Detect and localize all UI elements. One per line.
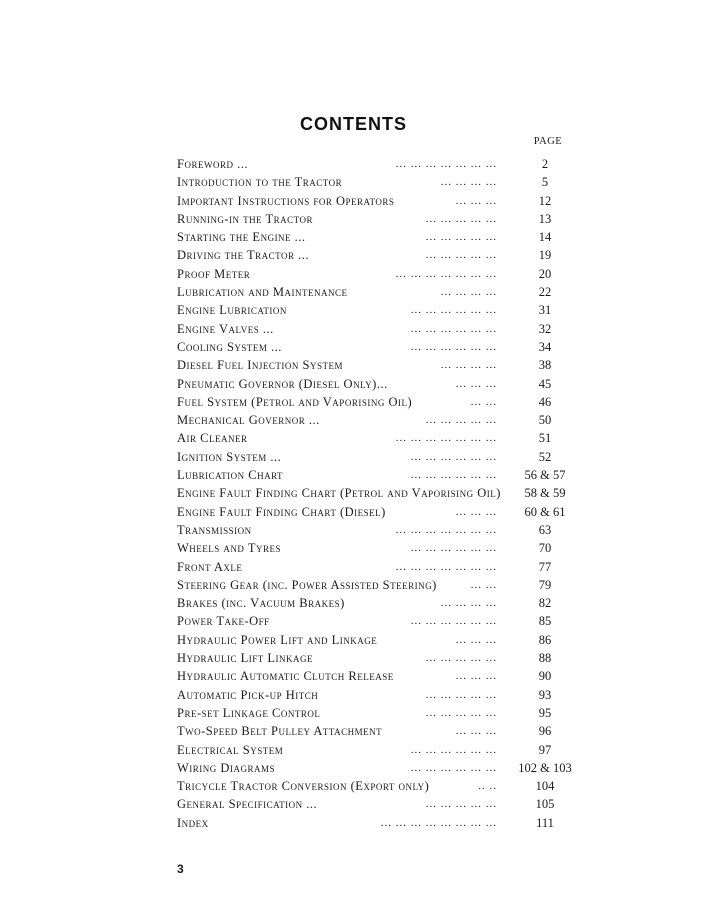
toc-leader-dots: ... ... ... ... ... ... (410, 304, 497, 317)
toc-leader-dots: ... ... ... ... ... ... (410, 615, 497, 628)
toc-entry-page: 12 (538, 193, 552, 208)
toc-entry-page: 79 (538, 577, 552, 592)
toc-leader-dots: ... ... ... ... (440, 359, 497, 372)
toc-entry-page: 96 (538, 724, 552, 739)
toc-entry-page: 90 (538, 669, 552, 684)
toc-entry-title: Lubrication and Maintenance (177, 285, 348, 300)
toc-entry (177, 301, 597, 319)
toc-entry-title: Proof Meter (177, 266, 251, 281)
toc-entry-page: 102 & 103 (518, 760, 572, 775)
toc-entry-title: Introduction to the Tractor (177, 175, 343, 190)
toc-entry-page: 88 (538, 651, 552, 666)
toc-entry (177, 484, 597, 502)
toc-entry-title: Foreword ... (177, 157, 248, 171)
toc-leader-dots: ... ... ... ... ... (425, 249, 497, 262)
toc-entry (177, 411, 597, 429)
toc-leader-dots: ... ... ... (455, 670, 497, 683)
toc-entry (177, 155, 597, 173)
toc-entry-title: Hydraulic Automatic Clutch Release (177, 669, 394, 684)
toc-entry-title: Index (177, 815, 209, 830)
toc-entry-title: Driving the Tractor ... (177, 248, 310, 263)
toc-leader-dots: ... ... ... ... ... (425, 688, 497, 701)
toc-entry-title: Diesel Fuel Injection System (177, 358, 343, 373)
toc-entry-page: 63 (538, 522, 552, 537)
toc-entry (177, 375, 597, 393)
toc-entry (177, 649, 597, 667)
toc-entry (177, 210, 597, 228)
toc-entry (177, 686, 597, 704)
toc-leader-dots: ... ... ... ... (440, 176, 497, 189)
toc-leader-dots: ... ... ... ... ... ... (410, 340, 497, 353)
toc-entry-page: 22 (538, 285, 552, 300)
toc-entry-title: Steering Gear (inc. Power Assisted Steering) (177, 577, 437, 592)
toc-entry-page: 97 (538, 742, 552, 757)
toc-leader-dots: ... ... ... (455, 377, 497, 390)
toc-entry (177, 429, 597, 447)
toc-leader-dots: ... ... ... ... ... (425, 652, 497, 665)
toc-entry-page: 105 (535, 797, 555, 812)
toc-leader-dots: ... ... (470, 395, 497, 408)
toc-entry-page: 20 (538, 266, 552, 281)
toc-entry-page: 82 (538, 596, 552, 611)
toc-entry-title: Engine Valves ... (177, 321, 274, 336)
toc-entry (177, 741, 597, 759)
toc-entry (177, 558, 597, 576)
toc-entry (177, 704, 597, 722)
toc-leader-dots: ... ... ... ... ... ... (410, 450, 497, 463)
toc-leader-dots: ... ... ... ... ... (425, 231, 497, 244)
toc-entry-page: 19 (538, 248, 552, 263)
toc-entry-page: 93 (538, 687, 552, 702)
toc-entry-title: Starting the Engine ... (177, 230, 306, 245)
toc-entry-title: Hydraulic Lift Linkage (177, 651, 314, 666)
toc-entry-page: 45 (538, 376, 552, 391)
toc-leader-dots: ... ... ... ... ... ... (410, 322, 497, 335)
toc-entry-title: Cooling System ... (177, 339, 282, 354)
toc-entry-page: 14 (538, 230, 552, 245)
toc-entry (177, 265, 597, 283)
toc-entry-title: Wiring Diagrams (177, 760, 275, 775)
toc-entry-page: 2 (541, 157, 549, 171)
toc-entry-title: Transmission (177, 522, 252, 537)
toc-entry-page: 60 & 61 (524, 504, 566, 519)
toc-entry-page: 13 (538, 211, 552, 226)
toc-entry (177, 539, 597, 557)
toc-leader-dots: ... ... ... ... ... ... ... (395, 158, 497, 170)
toc-entry (177, 320, 597, 338)
toc-entry-page: 31 (538, 303, 552, 318)
toc-entry-page: 58 & 59 (524, 486, 566, 501)
page-number: 3 (177, 862, 184, 876)
toc-entry-page: 95 (538, 705, 552, 720)
toc-entry-title: Fuel System (Petrol and Vaporising Oil) (177, 394, 413, 409)
toc-entry-title: Brakes (inc. Vacuum Brakes) (177, 596, 345, 611)
toc-entry (177, 466, 597, 484)
toc-leader-dots: ... ... ... ... ... ... ... (395, 432, 497, 445)
toc-entry-page: 5 (541, 175, 549, 190)
toc-entry-title: Tricycle Tractor Conversion (Export only) (177, 779, 430, 794)
toc-entry-title: Hydraulic Power Lift and Linkage (177, 632, 378, 647)
toc-entry (177, 448, 597, 466)
toc-leader-dots: ... ... ... (455, 633, 497, 646)
toc-entry-page: 34 (538, 339, 552, 354)
toc-entry-title: Two-Speed Belt Pulley Attachment (177, 724, 383, 739)
toc-entry (177, 576, 597, 594)
toc-entry-page: 46 (538, 394, 552, 409)
toc-entry (177, 228, 597, 246)
toc-entry-title: Running-in the Tractor (177, 211, 313, 226)
toc-leader-dots: ... ... ... ... ... (425, 798, 497, 811)
toc-entry (177, 246, 597, 264)
toc-entry-title: Mechanical Governor ... (177, 413, 320, 428)
toc-entry-title: Engine Fault Finding Chart (Diesel) (177, 504, 386, 519)
toc-entry-page: 104 (535, 779, 555, 794)
toc-entry (177, 503, 597, 521)
toc-entry-title: Front Axle (177, 559, 243, 574)
toc-entry-title: Engine Lubrication (177, 303, 287, 318)
toc-entry-page: 56 & 57 (524, 468, 566, 483)
toc-entry-title: Electrical System (177, 742, 284, 757)
toc-entry (177, 722, 597, 740)
toc-entry-title: Air Cleaner (177, 431, 248, 446)
toc-entry (177, 338, 597, 356)
toc-leader-dots: ... ... ... ... ... ... (410, 761, 497, 774)
toc-entry (177, 759, 597, 777)
toc-leader-dots: ... ... ... (455, 194, 497, 207)
toc-entry (177, 173, 597, 191)
toc-entry (177, 594, 597, 612)
toc-leader-dots: ... ... ... ... ... ... (410, 542, 497, 555)
toc-leader-dots: ... ... ... ... ... ... (410, 469, 497, 482)
toc-leader-dots: ... ... ... ... ... ... ... ... (380, 816, 497, 829)
toc-entry (177, 612, 597, 630)
toc-entry-page: 70 (538, 541, 552, 556)
table-of-contents (177, 155, 597, 832)
toc-entry (177, 356, 597, 374)
toc-leader-dots: ... ... ... ... (440, 597, 497, 610)
toc-entry (177, 777, 597, 795)
toc-leader-dots: ... ... ... ... ... (425, 414, 497, 427)
page-title: CONTENTS (300, 114, 407, 134)
toc-leader-dots: ... ... ... ... ... (425, 212, 497, 225)
toc-entry (177, 814, 597, 832)
toc-entry (177, 521, 597, 539)
toc-leader-dots: ... ... (470, 578, 497, 591)
toc-entry-page: 77 (538, 559, 552, 574)
toc-entry-page: 38 (538, 358, 552, 373)
toc-entry-title: Lubrication Chart (177, 468, 284, 483)
toc-leader-dots: ... ... ... ... ... ... (410, 743, 497, 756)
toc-leader-dots: ... ... ... ... (440, 286, 497, 299)
toc-entry-title: Ignition System ... (177, 449, 282, 464)
toc-entry-title: Wheels and Tyres (177, 541, 281, 556)
toc-leader-dots: ... ... ... ... ... ... ... (395, 523, 497, 536)
toc-entry-title: Engine Fault Finding Chart (Petrol and Vaporising Oil) (177, 486, 501, 501)
toc-entry (177, 393, 597, 411)
toc-entry-page: 111 (536, 815, 554, 830)
toc-leader-dots: ... ... ... ... ... ... ... (395, 267, 497, 280)
toc-entry (177, 192, 597, 210)
toc-entry-page: 85 (538, 614, 552, 629)
toc-leader-dots: ... ... ... (455, 505, 497, 518)
toc-entry-title: Pre-set Linkage Control (177, 705, 321, 720)
page-column-heading: PAGE (533, 136, 563, 147)
toc-entry (177, 283, 597, 301)
toc-entry-title: General Specification ... (177, 797, 318, 812)
toc-entry (177, 667, 597, 685)
toc-entry-title: Pneumatic Governor (Diesel Only)... (177, 376, 388, 391)
toc-leader-dots: ... ... ... ... ... ... ... (395, 560, 497, 573)
toc-entry-title: Important Instructions for Operators (177, 193, 395, 208)
toc-entry-page: 50 (538, 413, 552, 428)
toc-entry-page: 86 (538, 632, 552, 647)
toc-entry-page: 32 (538, 321, 552, 336)
toc-entry-page: 52 (538, 449, 552, 464)
toc-entry (177, 795, 597, 813)
toc-leader-dots: .. .. (478, 780, 497, 793)
toc-leader-dots: ... ... ... ... ... (425, 706, 497, 719)
toc-entry-page: 51 (538, 431, 552, 446)
toc-leader-dots: ... ... ... (455, 725, 497, 738)
toc-entry-title: Automatic Pick-up Hitch (177, 687, 319, 702)
toc-entry (177, 631, 597, 649)
toc-entry-title: Power Take-Off (177, 614, 270, 629)
